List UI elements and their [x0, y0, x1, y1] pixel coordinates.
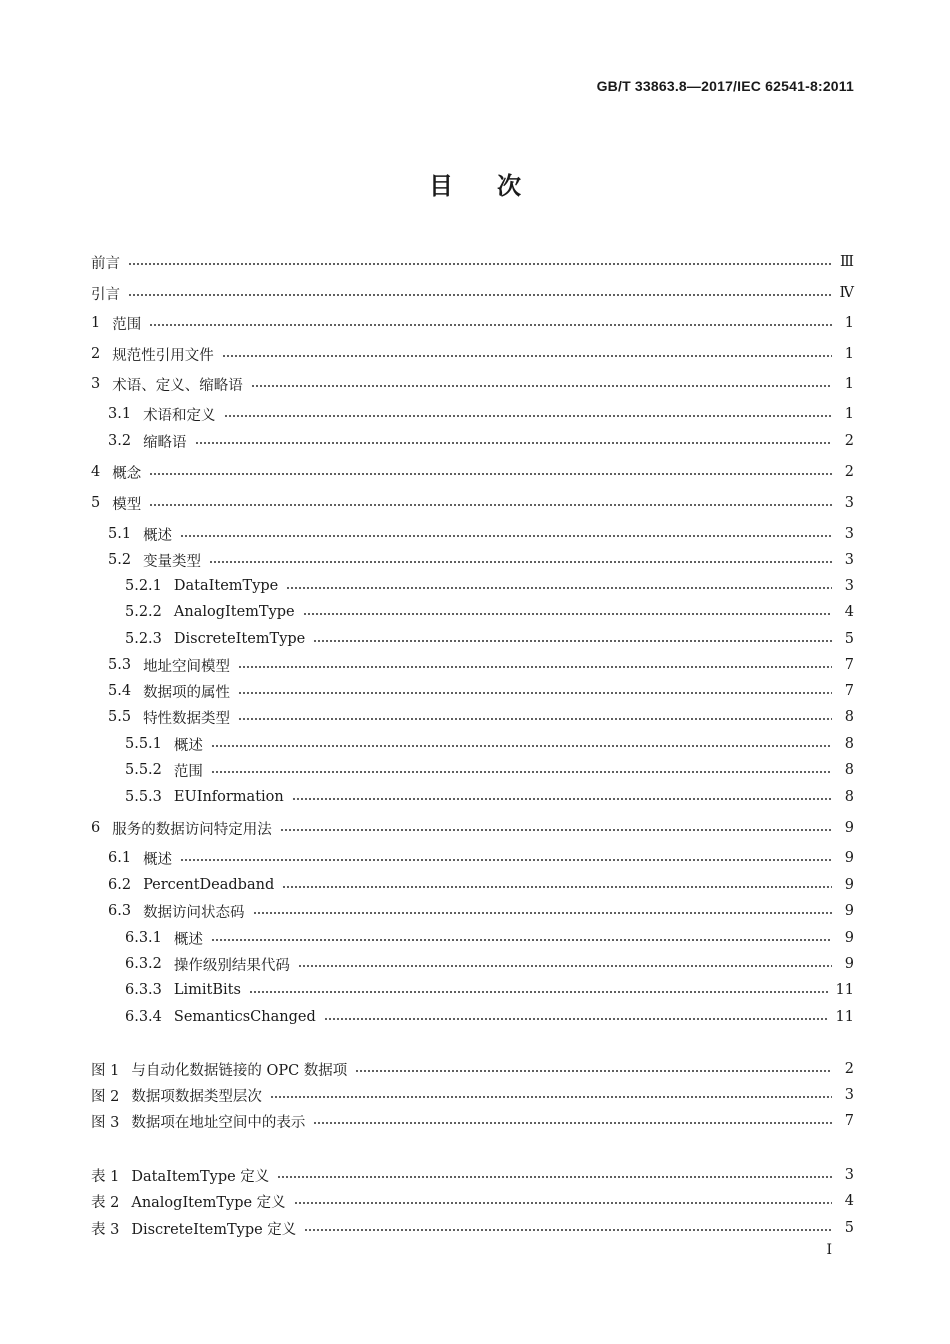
toc-entry-label: 规范性引用文件: [112, 347, 214, 364]
toc-entry: [125, 733, 854, 755]
toc-entry: [91, 373, 854, 395]
toc-entry-number: 6.3: [108, 903, 132, 919]
page-title: 目次: [429, 172, 565, 200]
toc-entry-label: 缩略语: [143, 434, 187, 451]
toc-entry-page: 4: [844, 1193, 854, 1209]
dot-leader: [211, 771, 832, 773]
dot-leader: [270, 1096, 832, 1098]
toc-entry-number: 5.5.3: [125, 789, 162, 805]
toc-entry-page: 11: [835, 1009, 854, 1025]
toc-entry-page: 9: [844, 930, 854, 946]
toc-entry-label: 范围: [173, 763, 203, 780]
toc-entry: [91, 1058, 854, 1080]
toc-entry-page: 1: [844, 315, 854, 331]
toc-entry-number: 5.2.2: [125, 604, 162, 620]
toc-entry-number: 3.2: [108, 433, 132, 449]
toc-entry: [125, 979, 854, 1001]
toc-entry: [125, 953, 854, 975]
toc-entry: [91, 343, 854, 365]
toc-entry-label: 概述: [173, 737, 203, 754]
toc-entry: [91, 251, 854, 273]
toc-entry-page: 1: [844, 376, 854, 392]
toc-entry: [91, 1084, 854, 1106]
toc-entry: [108, 549, 854, 571]
toc-entry-label: 范围: [112, 316, 142, 333]
toc-entry-number: 6.3.1: [125, 930, 162, 946]
toc-entry-page: 3: [844, 495, 854, 511]
toc-entry-number: 3.1: [108, 406, 132, 422]
toc-entry: [125, 575, 854, 597]
toc-entry-number: 5.5: [108, 709, 132, 725]
toc-entry-label: LimitBits: [173, 982, 241, 998]
toc-entry-page: 8: [844, 736, 854, 752]
dot-leader: [298, 965, 832, 967]
toc-entry-label: 数据项在地址空间中的表示: [131, 1114, 306, 1131]
toc-entry-page: 2: [844, 1061, 854, 1077]
dot-leader: [209, 561, 832, 563]
toc-entry: [91, 817, 854, 839]
toc-entry-number: 5: [91, 495, 101, 511]
toc-entry-label: AnalogItemType 定义: [131, 1194, 286, 1211]
toc-entry-label: 术语和定义: [143, 407, 216, 424]
toc-entry-number: 2: [91, 346, 101, 362]
toc-entry-number: 5.5.2: [125, 762, 162, 778]
toc-entry-number: 表 3: [91, 1221, 120, 1238]
dot-leader: [224, 415, 832, 417]
toc-entry-page: 7: [844, 657, 854, 673]
toc-entry-label: 概述: [143, 851, 173, 868]
toc-entry-number: 5.4: [108, 683, 132, 699]
dot-leader: [249, 991, 828, 993]
toc-entry-number: 5.2.1: [125, 578, 162, 594]
dot-leader: [294, 1202, 832, 1204]
toc-entry-number: 6.3.2: [125, 956, 162, 972]
toc-entry-label: AnalogItemType: [173, 604, 295, 620]
dot-leader: [128, 263, 832, 265]
toc-entry-page: 3: [844, 1167, 854, 1183]
toc-entry-page: 9: [844, 903, 854, 919]
toc-entry-page: 5: [844, 631, 854, 647]
toc-entry-page: 3: [844, 578, 854, 594]
toc-entry: [108, 706, 854, 728]
toc-entry-page: 5: [844, 1220, 854, 1236]
toc-entry-page: 4: [844, 604, 854, 620]
toc-entry-label: 前言: [91, 255, 120, 272]
toc-entry: [108, 847, 854, 869]
toc-entry-label: 术语、定义、缩略语: [112, 377, 243, 394]
dot-leader: [355, 1070, 832, 1072]
toc-entry: [91, 1110, 854, 1132]
dot-leader: [180, 859, 832, 861]
toc-entry-number: 5.5.1: [125, 736, 162, 752]
dot-leader: [238, 666, 832, 668]
toc-entry: [125, 786, 854, 808]
toc-entry-number: 5.2: [108, 552, 132, 568]
toc-entry: [108, 403, 854, 425]
toc-entry: [91, 1217, 854, 1239]
toc-entry-label: EUInformation: [173, 789, 284, 805]
toc-entry-number: 6: [91, 820, 101, 836]
toc-entry-label: 概念: [112, 465, 142, 482]
toc-entry-label: 引言: [91, 286, 120, 303]
toc-entry-label: 概述: [143, 527, 173, 544]
dot-leader: [195, 442, 832, 444]
dot-leader: [251, 385, 832, 387]
toc-entry-label: SemanticsChanged: [173, 1009, 316, 1025]
toc-entry-label: DataItemType 定义: [131, 1168, 270, 1185]
toc-entry-number: 6.1: [108, 850, 132, 866]
toc-entry-number: 图 3: [91, 1114, 120, 1131]
toc-entry-label: DiscreteItemType: [173, 631, 306, 647]
toc-entry-page: 9: [844, 956, 854, 972]
toc-entry-label: 特性数据类型: [143, 710, 231, 727]
toc-entry: [108, 523, 854, 545]
toc-entry-number: 表 1: [91, 1168, 120, 1185]
toc-entry: [108, 680, 854, 702]
toc-entry: [125, 927, 854, 949]
toc-entry: [125, 759, 854, 781]
toc-entry: [91, 1164, 854, 1186]
dot-leader: [304, 1229, 832, 1231]
toc-entry-page: 3: [844, 526, 854, 542]
toc-entry-page: Ⅲ: [840, 254, 854, 270]
toc-entry-number: 3: [91, 376, 101, 392]
toc-entry: [108, 430, 854, 452]
dot-leader: [180, 535, 832, 537]
page-number: I: [826, 1242, 832, 1258]
toc-entry: [108, 874, 854, 896]
toc-entry-label: PercentDeadband: [143, 877, 275, 893]
toc-entry-page: 9: [844, 850, 854, 866]
toc-entry: [125, 601, 854, 623]
toc-entry-label: 地址空间模型: [143, 658, 231, 675]
toc-entry-number: 1: [91, 315, 101, 331]
toc-entry-page: 1: [844, 406, 854, 422]
toc-entry-number: 6.3.3: [125, 982, 162, 998]
toc-entry-label: DiscreteItemType 定义: [131, 1221, 297, 1238]
toc-entry: [91, 461, 854, 483]
dot-leader: [253, 912, 832, 914]
dot-leader: [211, 939, 832, 941]
dot-leader: [149, 504, 832, 506]
toc-entry-label: 数据项数据类型层次: [131, 1088, 262, 1105]
toc-entry-number: 图 2: [91, 1088, 120, 1105]
toc-entry: [91, 282, 854, 304]
dot-leader: [149, 473, 832, 475]
toc-entry: [91, 312, 854, 334]
dot-leader: [324, 1018, 828, 1020]
toc-entry-page: 3: [844, 1087, 854, 1103]
toc-entry: [91, 492, 854, 514]
toc-entry-page: 7: [844, 683, 854, 699]
toc-entry-page: 9: [844, 877, 854, 893]
toc-entry-label: 概述: [173, 931, 203, 948]
toc-entry-number: 5.3: [108, 657, 132, 673]
toc-entry-page: 9: [844, 820, 854, 836]
toc-entry-page: 1: [844, 346, 854, 362]
toc-entry-page: 3: [844, 552, 854, 568]
toc-entry: [108, 654, 854, 676]
toc-entry-page: 8: [844, 789, 854, 805]
dot-leader: [286, 587, 832, 589]
toc-entry: [125, 1006, 854, 1028]
toc-entry-number: 6.2: [108, 877, 132, 893]
toc-entry-page: 2: [844, 464, 854, 480]
toc-entry-number: 4: [91, 464, 101, 480]
dot-leader: [238, 692, 832, 694]
toc-entry-label: 变量类型: [143, 553, 202, 570]
standard-code: GB/T 33863.8—2017/IEC 62541-8:2011: [596, 78, 854, 94]
toc-entry-page: 11: [835, 982, 854, 998]
toc-entry-label: 操作级别结果代码: [173, 957, 290, 974]
toc-entry-number: 5.1: [108, 526, 132, 542]
dot-leader: [149, 324, 832, 326]
toc-entry-number: 5.2.3: [125, 631, 162, 647]
toc-entry-label: 与自动化数据链接的 OPC 数据项: [131, 1062, 348, 1079]
dot-leader: [280, 829, 832, 831]
dot-leader: [303, 613, 832, 615]
toc-entry-label: 数据访问状态码: [143, 904, 245, 921]
dot-leader: [313, 640, 832, 642]
toc-entry-number: 6.3.4: [125, 1009, 162, 1025]
dot-leader: [238, 718, 832, 720]
toc-entry-page: 8: [844, 762, 854, 778]
dot-leader: [282, 886, 832, 888]
dot-leader: [211, 745, 832, 747]
dot-leader: [128, 294, 832, 296]
toc-entry-page: Ⅳ: [839, 285, 854, 301]
toc-entry-label: 数据项的属性: [143, 684, 231, 701]
toc-entry-page: 7: [844, 1113, 854, 1129]
toc-entry-label: 服务的数据访问特定用法: [112, 821, 272, 838]
toc-entry: [108, 900, 854, 922]
dot-leader: [313, 1122, 832, 1124]
toc-entry-page: 2: [844, 433, 854, 449]
toc-entry: [91, 1190, 854, 1212]
toc-entry-number: 表 2: [91, 1194, 120, 1211]
toc-entry: [125, 628, 854, 650]
toc-entry-number: 图 1: [91, 1062, 120, 1079]
dot-leader: [292, 798, 832, 800]
toc-entry-label: 模型: [112, 496, 142, 513]
dot-leader: [222, 355, 832, 357]
dot-leader: [277, 1176, 832, 1178]
toc-entry-label: DataItemType: [173, 578, 279, 594]
toc-entry-page: 8: [844, 709, 854, 725]
